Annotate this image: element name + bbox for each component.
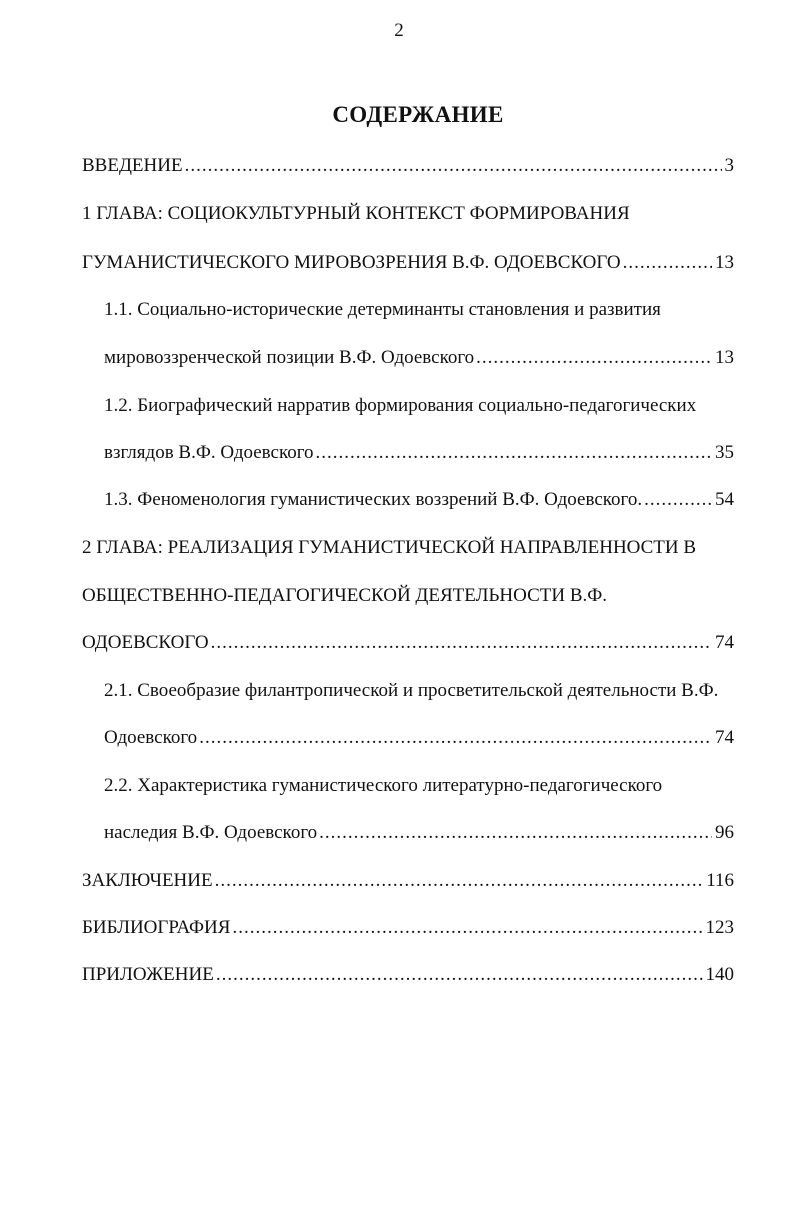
toc-entry-text: ОДОЕВСКОГО bbox=[82, 632, 209, 653]
toc-entry-text: наследия В.Ф. Одоевского bbox=[104, 822, 318, 843]
toc-entry-text: ПРИЛОЖЕНИЕ bbox=[82, 964, 214, 985]
dot-leader bbox=[211, 630, 712, 656]
toc-entry-page: 96 bbox=[715, 822, 734, 843]
toc-entry-bibliography[interactable] bbox=[82, 915, 734, 941]
dot-leader bbox=[623, 250, 712, 276]
toc-entry-conclusion[interactable] bbox=[82, 868, 734, 894]
dot-leader bbox=[319, 820, 712, 846]
toc-entry-page: 74 bbox=[715, 727, 734, 748]
toc-entry-page: 3 bbox=[724, 155, 734, 176]
toc-title: СОДЕРЖАНИЕ bbox=[332, 102, 504, 127]
toc-entry-section-2-2-line1: 2.2. Характеристика гуманистического литературно-педагогического bbox=[104, 775, 663, 796]
dot-leader bbox=[216, 962, 703, 988]
dot-leader bbox=[199, 725, 712, 751]
dot-leader bbox=[316, 440, 712, 466]
toc-entry-section-1-1-line1: 1.1. Социально-исторические детерминанты становления и развития bbox=[104, 299, 661, 320]
toc-entry-section-2-1-line1: 2.1. Своеобразие филантропической и просветительской деятельности В.Ф. bbox=[104, 680, 719, 701]
toc-entry-chapter2[interactable] bbox=[82, 630, 734, 656]
toc-entry-chapter2-line1: 2 ГЛАВА: РЕАЛИЗАЦИЯ ГУМАНИСТИЧЕСКОЙ НАПРАВЛЕННОСТИ В bbox=[82, 537, 697, 558]
toc-entry-intro[interactable] bbox=[82, 153, 734, 179]
toc-entry-text: взглядов В.Ф. Одоевского bbox=[104, 442, 314, 463]
dot-leader bbox=[232, 915, 702, 941]
toc-entry-text: ГУМАНИСТИЧЕСКОГО МИРОВОЗРЕНИЯ В.Ф. ОДОЕВСКОГО bbox=[82, 252, 621, 273]
toc-entry-page: 116 bbox=[706, 870, 734, 891]
toc-entry-text: Одоевского bbox=[104, 727, 198, 748]
toc-entry-section-1-1[interactable] bbox=[104, 345, 734, 371]
toc-entry-text: мировоззренческой позиции В.Ф. Одоевского bbox=[104, 347, 475, 368]
toc-entry-chapter2-line2: ОБЩЕСТВЕННО-ПЕДАГОГИЧЕСКОЙ ДЕЯТЕЛЬНОСТИ В.Ф. bbox=[82, 585, 608, 606]
toc-entry-page: 13 bbox=[715, 252, 734, 273]
toc-entry-page: 13 bbox=[715, 347, 734, 368]
dot-leader bbox=[185, 153, 722, 179]
dot-leader bbox=[476, 345, 712, 371]
toc-entry-page: 74 bbox=[715, 632, 734, 653]
toc-entry-section-1-2-line1: 1.2. Биографический нарратив формирования социально-педагогических bbox=[104, 395, 697, 416]
toc-entry-page: 54 bbox=[715, 489, 734, 510]
toc-entry-section-2-2[interactable] bbox=[104, 820, 734, 846]
toc-entry-text: ВВЕДЕНИЕ bbox=[82, 155, 183, 176]
toc-entry-appendix[interactable] bbox=[82, 962, 734, 988]
toc-entry-section-1-3[interactable] bbox=[104, 487, 734, 513]
toc-entry-page: 123 bbox=[705, 917, 734, 938]
toc-entry-text: БИБЛИОГРАФИЯ bbox=[82, 917, 231, 938]
dot-leader bbox=[644, 487, 712, 513]
toc-entry-text: ЗАКЛЮЧЕНИЕ bbox=[82, 870, 213, 891]
dot-leader bbox=[215, 868, 704, 894]
toc-entry-section-2-1[interactable] bbox=[104, 725, 734, 751]
toc-entry-page: 140 bbox=[705, 964, 734, 985]
toc-entry-page: 35 bbox=[715, 442, 734, 463]
page-number: 2 bbox=[394, 20, 404, 41]
toc-entry-text: 1.3. Феноменология гуманистических воззрений В.Ф. Одоевского. bbox=[104, 489, 643, 510]
toc-entry-chapter1[interactable] bbox=[82, 250, 734, 276]
toc-entry-chapter1-line1: 1 ГЛАВА: СОЦИОКУЛЬТУРНЫЙ КОНТЕКСТ ФОРМИРОВАНИЯ bbox=[82, 203, 630, 224]
toc-entry-section-1-2[interactable] bbox=[104, 440, 734, 466]
